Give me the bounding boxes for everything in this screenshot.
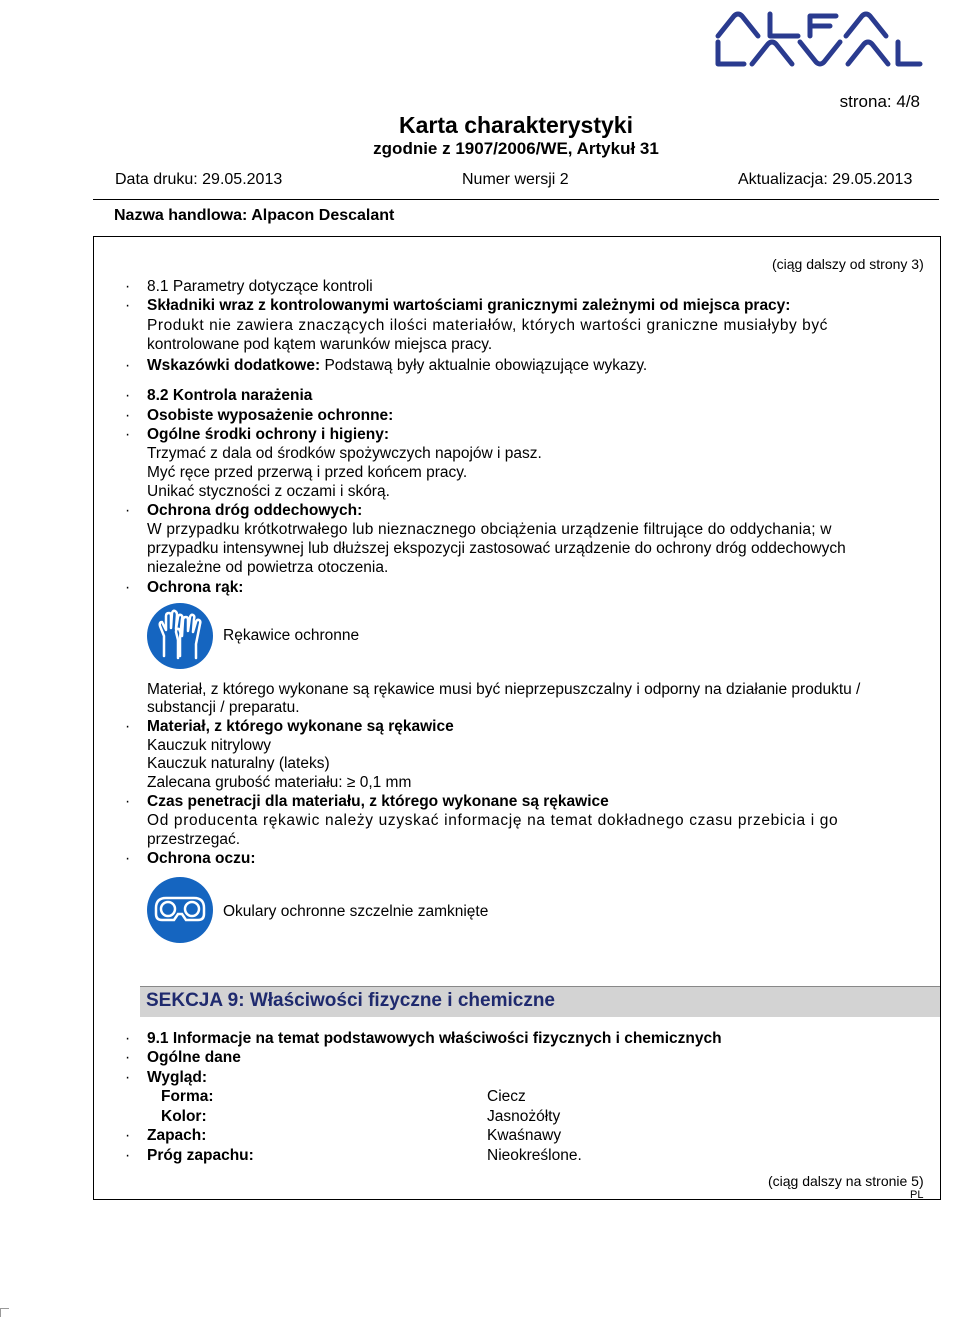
eye-protection-title: Ochrona oczu: xyxy=(147,850,256,867)
additional-info xyxy=(147,356,647,375)
alfa-laval-logo xyxy=(712,6,924,68)
continued-from: (ciąg dalszy od strony 3) xyxy=(772,256,924,272)
respiratory-line-1: W przypadku krótkotrwałego lub nieznacznego obciążenia urządzenie filtrujące do oddychania; w xyxy=(147,521,832,538)
bullet: · xyxy=(125,1049,131,1066)
hygiene-line-3: Unikać styczności z oczami i skórą. xyxy=(147,483,390,500)
goggles-caption: Okulary ochronne szczelnie zamknięte xyxy=(223,903,489,920)
section-9-title: SEKCJA 9: Właściwości fizyczne i chemiczne xyxy=(146,990,555,1011)
components-title: Składniki wraz z kontrolowanymi wartościami granicznymi zależnymi od miejsca pracy: xyxy=(147,297,791,314)
glove-material-nitrile: Kauczuk nitrylowy xyxy=(147,737,272,754)
odor-threshold-label: Próg zapachu: xyxy=(147,1147,254,1164)
glove-material-line-1: Materiał, z którego wykonane są rękawice musi być nieprzepuszczalny i odporny na działanie produktu / xyxy=(147,681,861,698)
gloves-caption: Rękawice ochronne xyxy=(223,627,360,644)
form-value: Ciecz xyxy=(487,1088,526,1105)
glove-material-title: Materiał, z którego wykonane są rękawice xyxy=(147,718,454,735)
bullet: · xyxy=(125,502,131,519)
goggles-icon xyxy=(146,876,214,944)
hand-protection-title: Ochrona rąk: xyxy=(147,579,244,596)
page-corner-mark xyxy=(0,1308,9,1317)
bullet: · xyxy=(125,579,131,596)
hygiene-line-2: Myć ręce przed przerwą i przed końcem pracy. xyxy=(147,464,468,481)
page-number: strona: 4/8 xyxy=(839,92,920,111)
bullet: · xyxy=(125,793,131,810)
bullet: · xyxy=(125,1147,131,1164)
print-date: Data druku: 29.05.2013 xyxy=(115,171,283,188)
general-data-title: Ogólne dane xyxy=(147,1049,241,1066)
odor-label: Zapach: xyxy=(147,1127,207,1144)
bullet: · xyxy=(125,1069,131,1086)
odor-threshold-value: Nieokreślone. xyxy=(487,1147,582,1164)
bullet: · xyxy=(125,426,131,443)
additional-info-text: Podstawą były aktualnie obowiązujące wykazy. xyxy=(324,357,648,374)
glove-material-latex: Kauczuk naturalny (lateks) xyxy=(147,755,330,772)
appearance-title: Wygląd: xyxy=(147,1069,207,1086)
bullet: · xyxy=(125,718,131,735)
color-value: Jasnożółty xyxy=(487,1108,561,1125)
document-subtitle: zgodnie z 1907/2006/WE, Artykuł 31 xyxy=(373,139,659,158)
odor-value: Kwaśnawy xyxy=(487,1127,562,1144)
continued-to: (ciąg dalszy na stronie 5) xyxy=(768,1173,924,1189)
glove-thickness: Zalecana grubość materiału: ≥ 0,1 mm xyxy=(147,774,412,791)
color-label: Kolor: xyxy=(161,1108,207,1125)
section-8-2-title: 8.2 Kontrola narażenia xyxy=(147,387,313,404)
bullet: · xyxy=(125,387,131,404)
respiratory-line-3: niezależne od powietrza otoczenia. xyxy=(147,559,389,576)
trade-name: Nazwa handlowa: Alpacon Descalant xyxy=(114,207,395,224)
document-title: Karta charakterystyki xyxy=(399,112,633,138)
penetration-line-1: Od producenta rękawic należy uzyskać informację na temat dokładnego czasu przebicia i go xyxy=(147,812,839,829)
glove-material-line-2: substancji / preparatu. xyxy=(147,699,300,716)
update-date: Aktualizacja: 29.05.2013 xyxy=(738,171,913,188)
components-text-2: kontrolowane pod kątem warunków miejsca pracy. xyxy=(147,336,493,353)
version-number: Numer wersji 2 xyxy=(462,171,569,188)
bullet: · xyxy=(125,1030,131,1047)
gloves-icon xyxy=(146,602,214,670)
hygiene-title: Ogólne środki ochrony i higieny: xyxy=(147,426,389,443)
bullet: · xyxy=(125,278,131,295)
additional-info-label: Wskazówki dodatkowe: xyxy=(147,357,321,374)
bullet: · xyxy=(125,1127,131,1144)
form-label: Forma: xyxy=(161,1088,214,1105)
language-code: PL xyxy=(910,1189,924,1201)
components-text-1: Produkt nie zawiera znaczących ilości materiałów, których wartości graniczne musiałyby być xyxy=(147,317,828,334)
penetration-title: Czas penetracji dla materiału, z którego wykonane są rękawice xyxy=(147,793,609,810)
respiratory-title: Ochrona dróg oddechowych: xyxy=(147,502,363,519)
section-9-1-title: 9.1 Informacje na temat podstawowych właściwości fizycznych i chemicznych xyxy=(147,1030,722,1047)
section-8-1-title: 8.1 Parametry dotyczące kontroli xyxy=(147,278,373,295)
respiratory-line-2: przypadku intensywnej lub dłuższej ekspozycji zastosować urządzenie do ochrony dróg oddechowych xyxy=(147,540,846,557)
hygiene-line-1: Trzymać z dala od środków spożywczych napojów i pasz. xyxy=(147,445,542,462)
section-9-header xyxy=(140,986,940,1017)
bullet: · xyxy=(125,850,131,867)
bullet: · xyxy=(125,407,131,424)
penetration-line-2: przestrzegać. xyxy=(147,831,241,848)
trade-name-box-top xyxy=(93,199,939,200)
bullet: · xyxy=(125,357,131,374)
bullet: · xyxy=(125,297,131,314)
ppe-title: Osobiste wyposażenie ochronne: xyxy=(147,407,394,424)
